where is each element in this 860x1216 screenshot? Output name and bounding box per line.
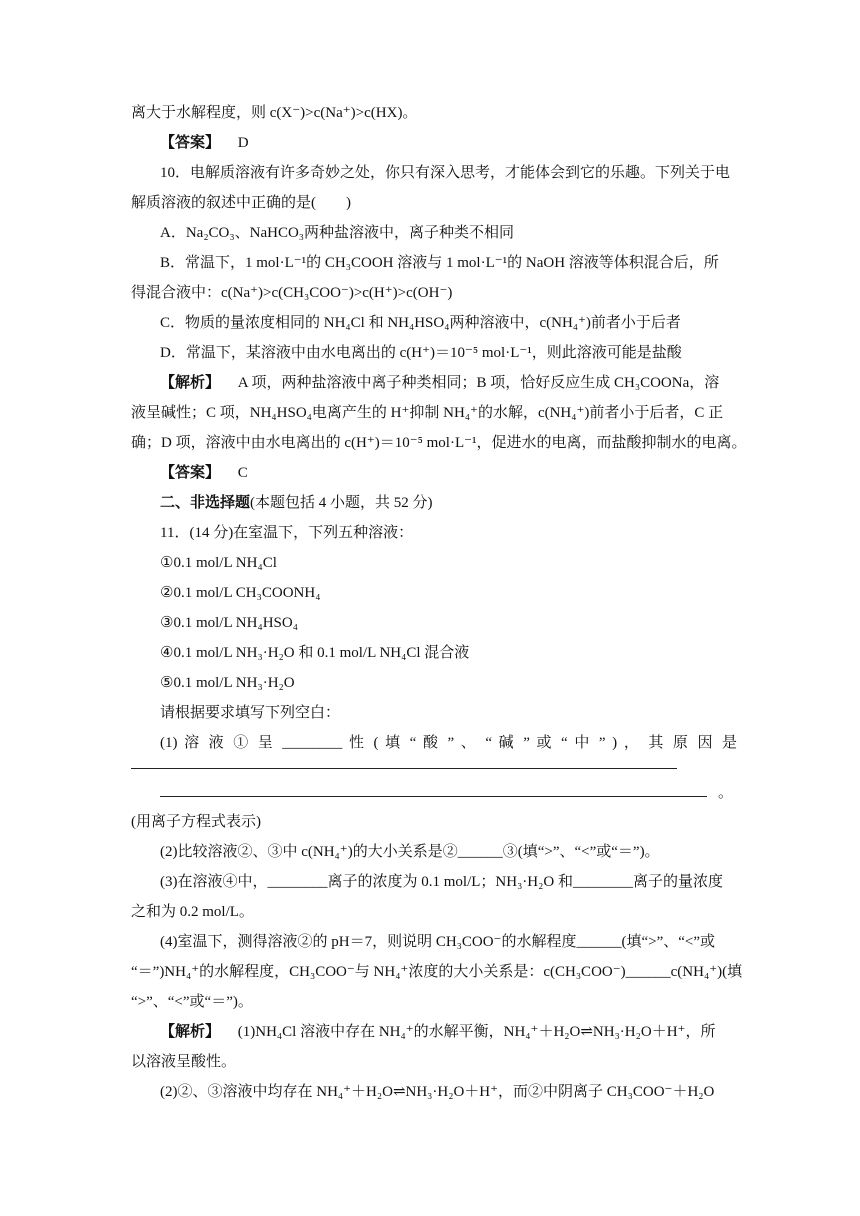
explanation-line: 以溶液呈酸性。 [131, 1054, 237, 1070]
option-c: C．物质的量浓度相同的 NH₄Cl 和 NH₄HSO₄两种溶液中，c(NH₄⁺)前者小于后者 [160, 315, 681, 331]
section-heading [160, 493, 737, 513]
explanation-text: (1)NH₄Cl 溶液中存在 NH₄⁺的水解平衡，NH₄⁺＋H₂O⇌NH₃·H₂O＋H⁺，所 [237, 1024, 716, 1040]
explanation-label: 【解析】 [160, 375, 221, 391]
solution-3: ③0.1 mol/L NH₄HSO₄ [160, 615, 298, 631]
option-d: D．常温下，某溶液中由水电离出的 c(H⁺)＝10⁻⁵ mol·L⁻¹，则此溶液可能是盐酸 [160, 345, 682, 361]
question-11: 11．(14 分)在室温下，下列五种溶液： [160, 525, 414, 541]
text-line: 离大于水解程度，则 c(X⁻)>c(Na⁺)>c(HX)。 [131, 105, 418, 121]
explanation-label: 【解析】 [160, 1024, 221, 1040]
part-1: (1) 溶 液 ① 呈 ________ 性 ( 填 “ 酸 ” 、 “ 碱 ” 或 “ 中 ” ) ， 其 原 因 是 [160, 735, 737, 751]
part-4-cont: “＝”)NH₄⁺的水解程度，CH₃COO⁻与 NH₄⁺浓度的大小关系是：c(CH₃COO⁻)______c(NH₄⁺)(填 [131, 964, 743, 980]
answer-value: C [237, 465, 248, 481]
part-4-cont: “>”、“<”或“＝”)。 [131, 994, 253, 1010]
explanation-line: 液呈碱性；C 项，NH₄HSO₄电离产生的 H⁺抑制 NH₄⁺的水解，c(NH₄⁺)前者小于后者，C 正 [131, 405, 724, 421]
question-10-line: 10．电解质溶液有许多奇妙之处，你只有深入思考，才能体会到它的乐趣。下列关于电 [160, 165, 731, 181]
answer-blank-line [160, 796, 707, 797]
section-note: (本题包括 4 小题，共 52 分) [250, 495, 433, 511]
explanation-line [160, 373, 737, 393]
instruction: 请根据要求填写下列空白： [160, 705, 341, 721]
part-2: (2)比较溶液②、③中 c(NH₄⁺)的大小关系是②______③(填“>”、“<”或“＝”)。 [160, 844, 660, 860]
section-title: 二、非选择题 [160, 495, 251, 511]
answer-label: 【答案】 [160, 465, 221, 481]
explanation-line: 确；D 项，溶液中由水电离出的 c(H⁺)＝10⁻⁵ mol·L⁻¹，促进水的电离，而盐酸抑制水的电离。 [131, 435, 747, 451]
answer-line [160, 133, 737, 153]
explanation-text: A 项，两种盐溶液中离子种类相同；B 项，恰好反应生成 CH₃COONa，溶 [237, 375, 720, 391]
part-1-end: 。 [718, 785, 734, 801]
solution-1: ①0.1 mol/L NH₄Cl [160, 555, 277, 571]
part-3: (3)在溶液④中，________离子的浓度为 0.1 mol/L；NH₃·H₂O 和________离子的量浓度 [160, 874, 723, 890]
answer-label: 【答案】 [160, 135, 221, 151]
option-b: B．常温下，1 mol·L⁻¹的 CH₃COOH 溶液与 1 mol·L⁻¹的 NaOH 溶液等体积混合后，所 [160, 255, 719, 271]
explanation-line: (2)②、③溶液中均存在 NH₄⁺＋H₂O⇌NH₃·H₂O＋H⁺，而②中阴离子 CH₃COO⁻＋H₂O [160, 1084, 715, 1100]
part-4: (4)室温下，测得溶液②的 pH＝7，则说明 CH₃COO⁻的水解程度______(填“>”、“<”或 [160, 934, 716, 950]
answer-blank-line [131, 768, 677, 769]
solution-5: ⑤0.1 mol/L NH₃·H₂O [160, 675, 295, 691]
part-3-cont: 之和为 0.2 mol/L。 [131, 904, 254, 920]
part-1-note: (用离子方程式表示) [131, 814, 261, 830]
question-10-line: 解质溶液的叙述中正确的是( ) [131, 195, 351, 211]
explanation-line [160, 1022, 737, 1042]
answer-line [160, 463, 737, 483]
option-b-cont: 得混合液中：c(Na⁺)>c(CH₃COO⁻)>c(H⁺)>c(OH⁻) [131, 285, 453, 301]
option-a: A．Na₂CO₃、NaHCO₃两种盐溶液中，离子种类不相同 [160, 225, 515, 241]
solution-4: ④0.1 mol/L NH₃·H₂O 和 0.1 mol/L NH₄Cl 混合液 [160, 645, 470, 661]
solution-2: ②0.1 mol/L CH₃COONH₄ [160, 585, 321, 601]
answer-value: D [237, 135, 249, 151]
